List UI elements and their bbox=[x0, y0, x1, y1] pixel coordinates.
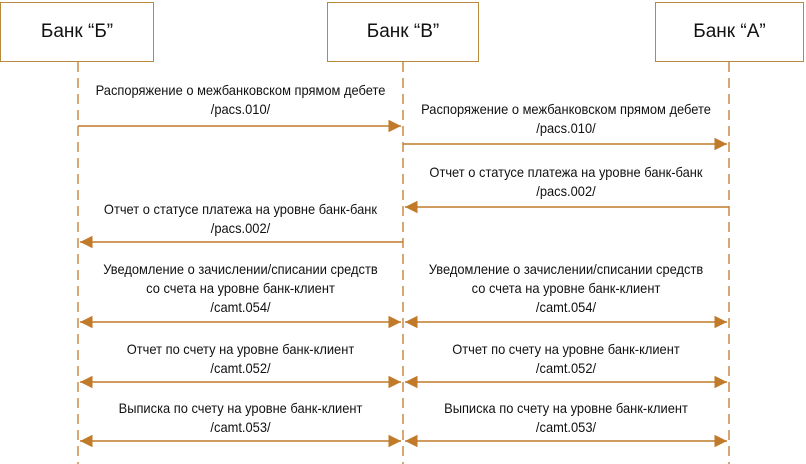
bank-v-box bbox=[327, 2, 479, 62]
bank-b-box bbox=[0, 2, 154, 62]
msg-line: Уведомление о зачислении/списании средств bbox=[103, 261, 378, 277]
msg-v-a-camt052 bbox=[416, 340, 716, 378]
msg-code: /camt.053/ bbox=[210, 419, 271, 435]
bank-b-label: Банк “Б” bbox=[40, 21, 114, 42]
msg-v-a-camt054 bbox=[416, 260, 716, 317]
msg-b-v-camt053 bbox=[91, 399, 390, 437]
msg-code: /pacs.010/ bbox=[210, 101, 271, 117]
msg-b-v-camt052 bbox=[91, 340, 390, 378]
bank-a-box bbox=[655, 2, 804, 62]
msg-v-a-pacs010 bbox=[416, 100, 716, 138]
msg-b-v-camt054 bbox=[91, 260, 390, 317]
msg-line: Распоряжение о межбанковском прямом дебете bbox=[95, 82, 386, 98]
msg-line: Отчет о статусе платежа на уровне банк-банк bbox=[103, 201, 378, 217]
msg-a-v-pacs002 bbox=[416, 163, 716, 201]
msg-code: /camt.052/ bbox=[535, 360, 597, 376]
msg-line: Отчет по счету на уровне банк-клиент bbox=[452, 341, 680, 357]
msg-line: со счета на уровне банк-клиент bbox=[471, 280, 661, 296]
msg-code: /camt.052/ bbox=[210, 360, 271, 376]
msg-line: Уведомление о зачислении/списании средств bbox=[428, 261, 704, 277]
msg-line: Отчет о статусе платежа на уровне банк-банк bbox=[429, 164, 703, 180]
msg-v-a-camt053 bbox=[416, 399, 716, 437]
msg-v-b-pacs002 bbox=[91, 200, 390, 238]
msg-code: /camt.054/ bbox=[210, 299, 271, 315]
msg-line: Отчет по счету на уровне банк-клиент bbox=[126, 341, 355, 357]
msg-line: со счета на уровне банк-клиент bbox=[146, 280, 335, 296]
msg-code: /camt.054/ bbox=[535, 299, 597, 315]
msg-line: Выписка по счету на уровне банк-клиент bbox=[444, 400, 688, 416]
bank-v-label: Банк “В” bbox=[366, 21, 440, 42]
msg-code: /pacs.002/ bbox=[536, 183, 596, 199]
bank-a-label: Банк “А” bbox=[693, 21, 766, 42]
msg-code: /pacs.010/ bbox=[536, 120, 596, 136]
msg-code: /camt.053/ bbox=[535, 419, 597, 435]
msg-code: /pacs.002/ bbox=[210, 220, 271, 236]
msg-b-v-pacs010 bbox=[91, 81, 390, 119]
msg-line: Распоряжение о межбанковском прямом дебете bbox=[421, 101, 711, 117]
msg-line: Выписка по счету на уровне банк-клиент bbox=[118, 400, 363, 416]
